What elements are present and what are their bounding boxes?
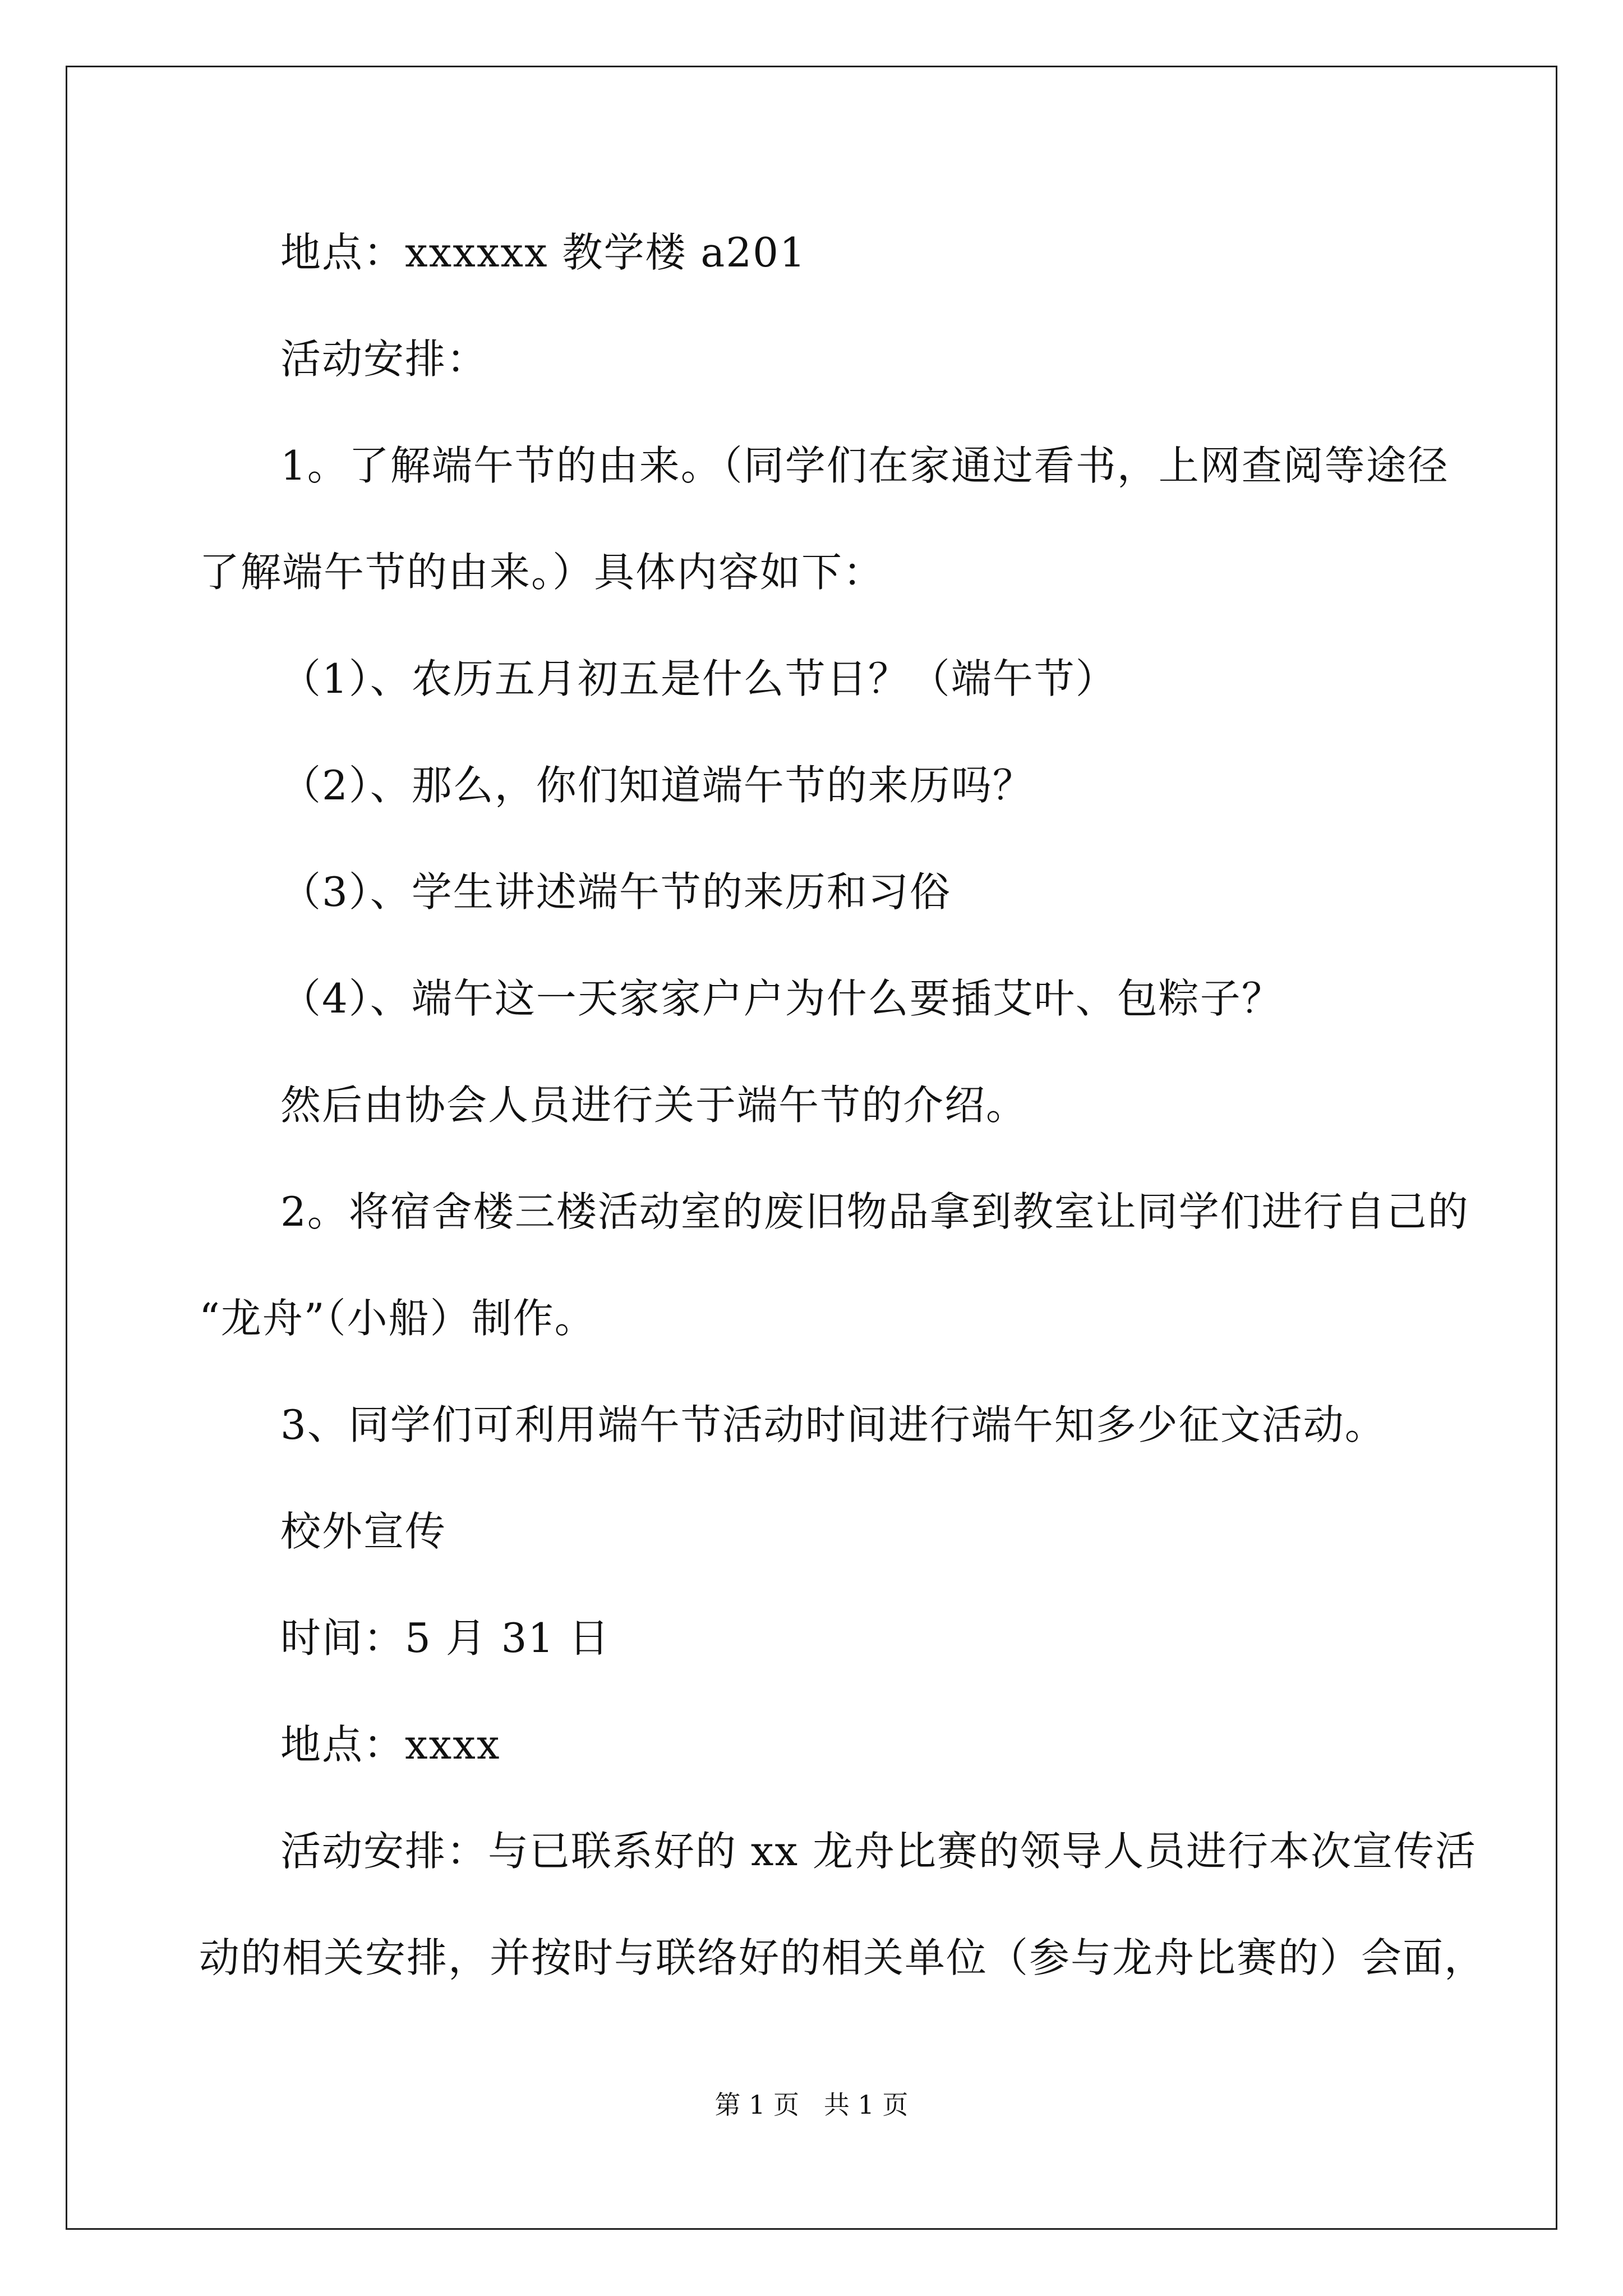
text-line-schedule-heading: 活动安排： (280, 335, 488, 383)
text-line-item-2: 2。将宿舍楼三楼活动室的废旧物品拿到教室让同学们进行自己的 (280, 1188, 1469, 1235)
text-line-intro: 然后由协会人员进行关于端午节的介绍。 (280, 1082, 1028, 1129)
page-footer: 第 1 页 共 1 页 (714, 2090, 909, 2120)
text-line-question-4: （4）、端午这一天家家户户为什么要插艾叶、包粽子？ (280, 975, 1283, 1022)
page-border (66, 66, 1557, 2230)
text-line-location: 地点：xxxxxx 教学楼 a201 (280, 229, 806, 276)
text-line-section-outside: 校外宣传 (280, 1508, 447, 1555)
text-line-schedule-2: 活动安排：与已联系好的 xx 龙舟比赛的领导人员进行本次宣传活 (280, 1828, 1477, 1875)
text-line-location-2: 地点：xxxx (280, 1721, 501, 1768)
text-line-item-1: 1。了解端午节的由来。（同学们在家通过看书，上网查阅等途径 (280, 442, 1449, 489)
text-line-question-2: （2）、那么，你们知道端午节的来历吗？ (280, 762, 1034, 809)
text-line-item-2-cont: “龙舟”（小船）制作。 (199, 1295, 596, 1342)
text-line-item-3: 3、同学们可利用端午节活动时间进行端午知多少征文活动。 (280, 1401, 1386, 1448)
text-line-schedule-2-cont: 动的相关安排，并按时与联络好的相关单位（参与龙舟比赛的）会面， (199, 1934, 1486, 1981)
text-line-question-3: （3）、学生讲述端午节的来历和习俗 (280, 868, 951, 915)
text-line-question-1: （1）、农历五月初五是什么节日？（端午节） (280, 655, 1117, 702)
text-line-time: 时间：5 月 31 日 (280, 1614, 611, 1662)
text-line-item-1-cont: 了解端午节的由来。）具体内容如下： (199, 549, 885, 596)
